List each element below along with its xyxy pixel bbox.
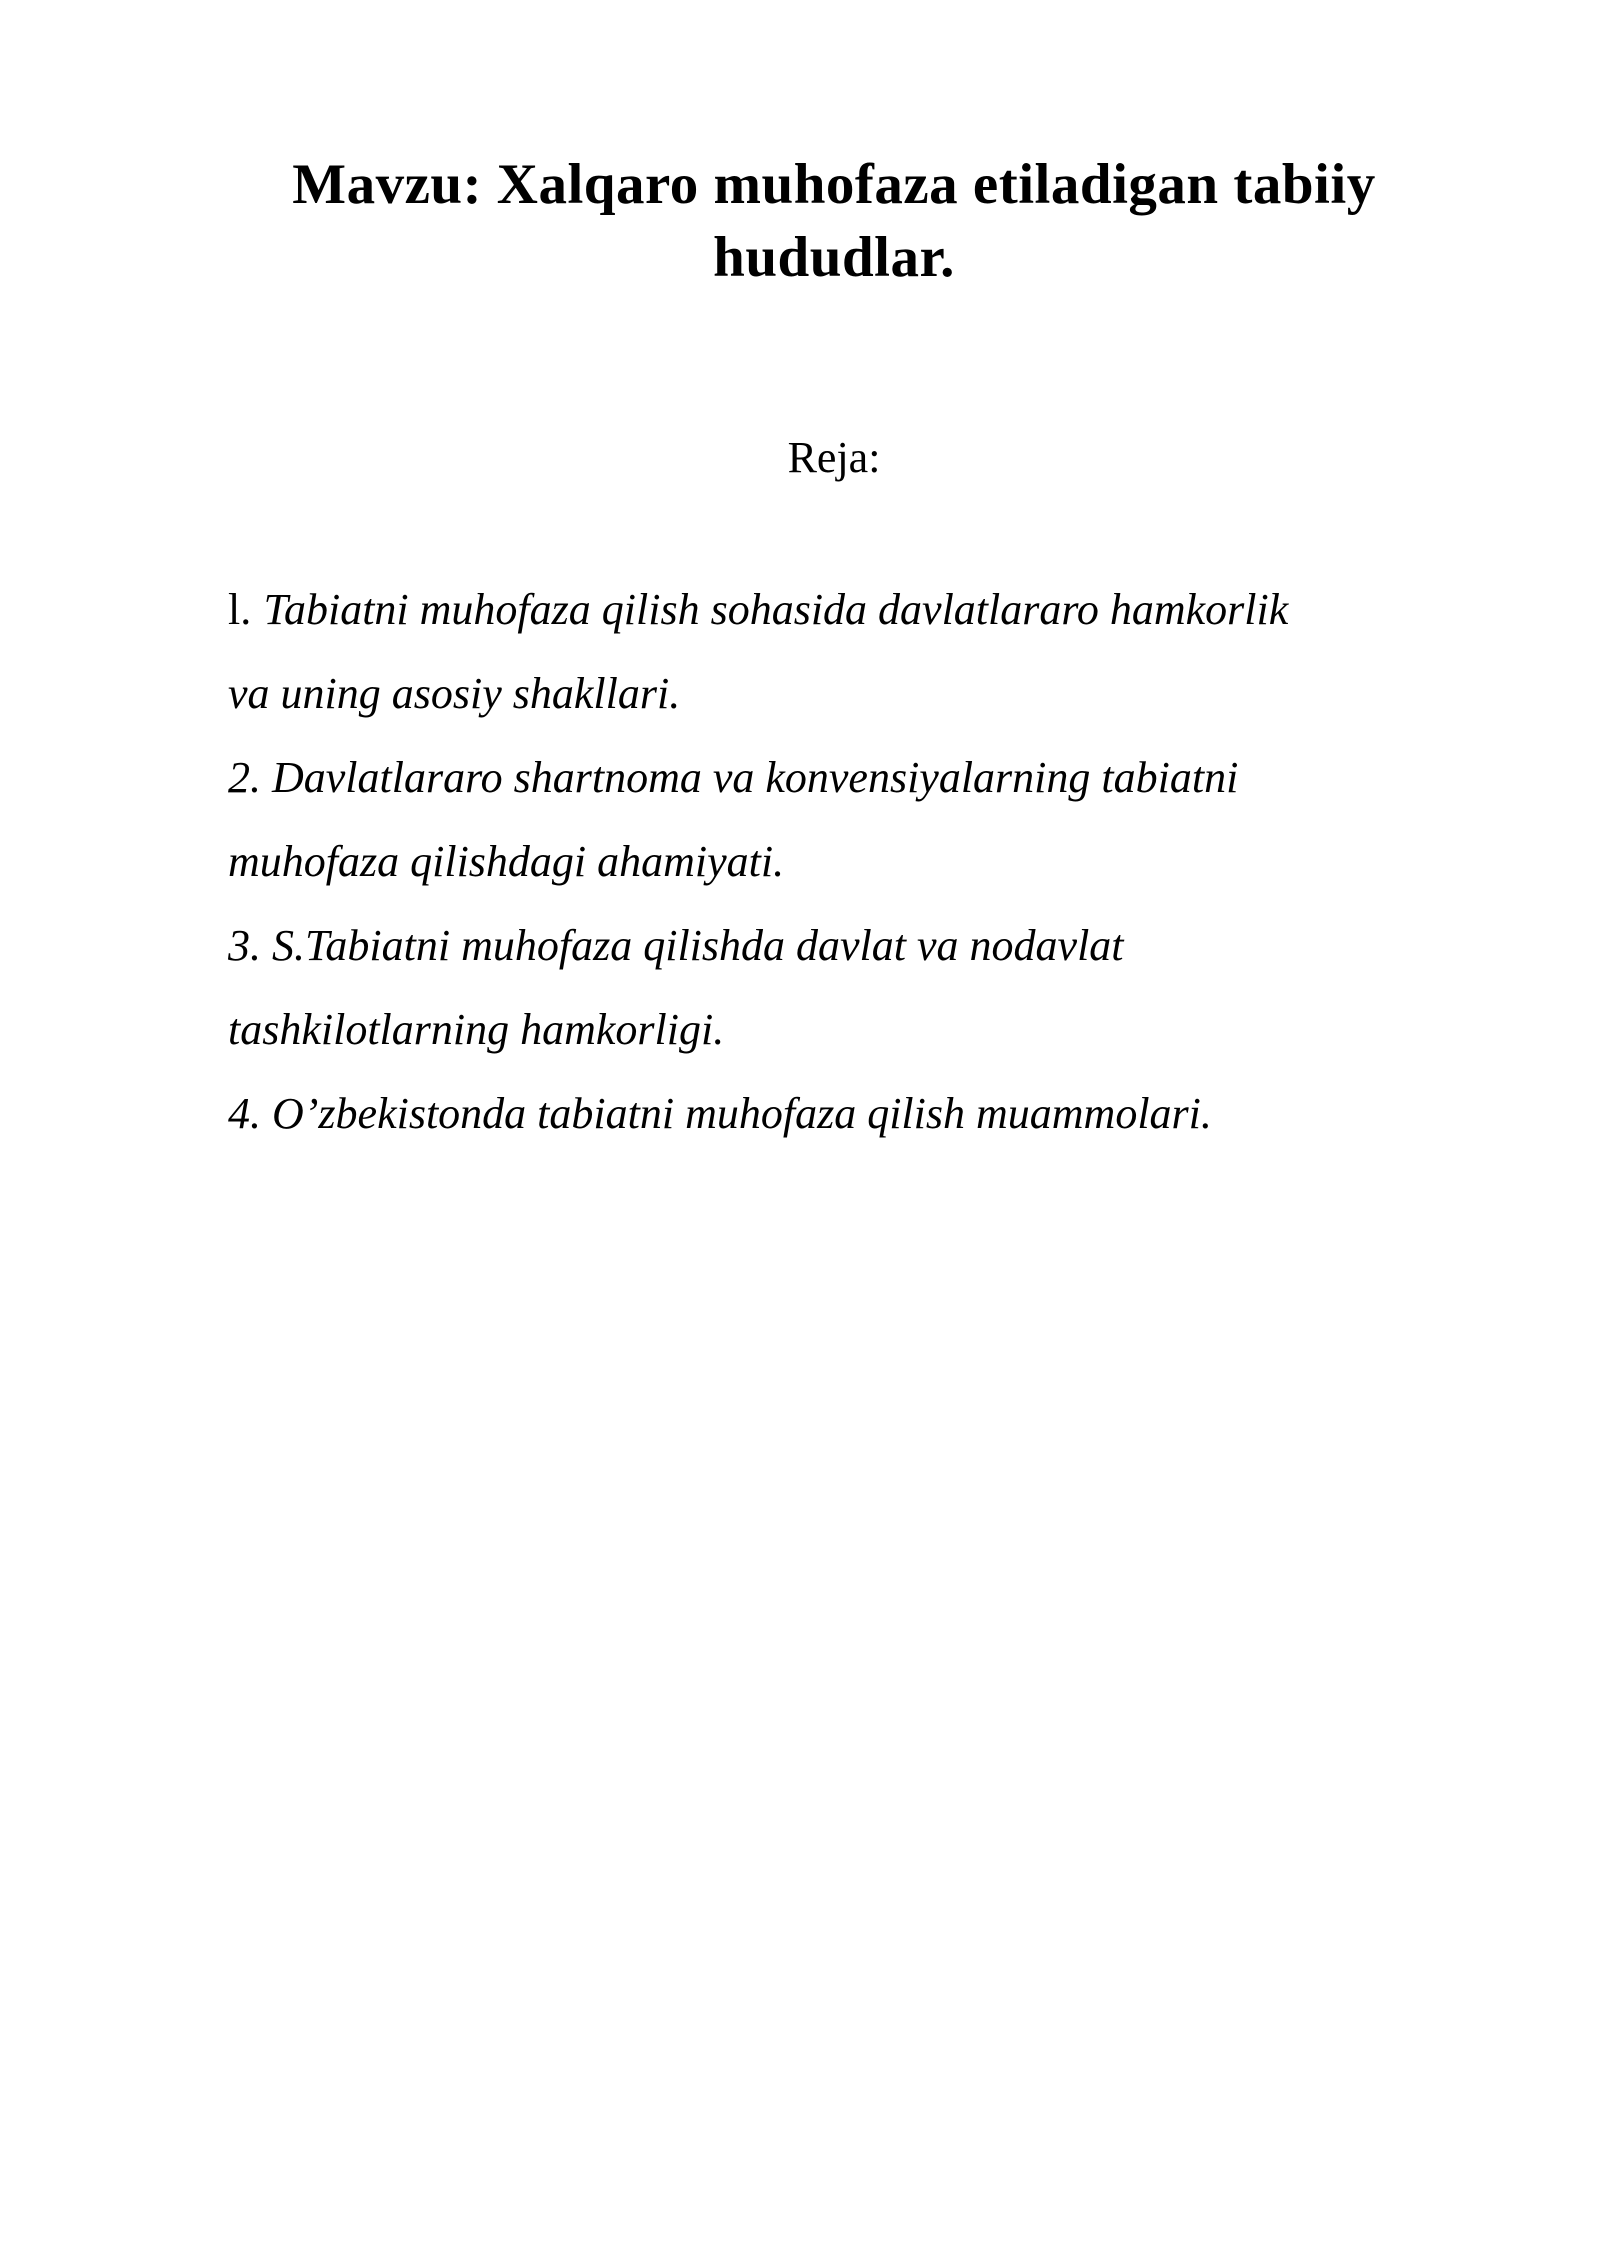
- title-line-1: Mavzu: Xalqaro muhofaza etiladigan tabiiy: [292, 153, 1376, 216]
- outline-item-1-line-2: va uning asosiy shakllari.: [228, 669, 681, 718]
- outline-item-2-line-2: muhofaza qilishdagi ahamiyati.: [228, 837, 785, 886]
- outline-item-3-line-1: 3. S.Tabiatni muhofaza qilishda davlat va nodavlat: [228, 921, 1124, 970]
- outline-item-2-line-1: 2. Davlatlararo shartnoma va konvensiyalarning tabiatni: [228, 753, 1239, 802]
- outline-item-1-text: Tabiatni muhofaza qilish sohasida davlatlararo hamkorlik: [263, 585, 1289, 634]
- title-line-2: hududlar.: [713, 226, 955, 289]
- document-content: [228, 0, 1440, 1156]
- outline-item-3-line-2: tashkilotlarning hamkorligi.: [228, 1005, 725, 1054]
- document-title: [228, 148, 1440, 294]
- outline-item-4-line-1: 4. O’zbekistonda tabiatni muhofaza qilish muammolari.: [228, 1089, 1212, 1138]
- subtitle-reja: Reja:: [787, 433, 881, 482]
- outline-list: [228, 568, 1440, 1156]
- outline-item-1-marker: l.: [228, 585, 252, 634]
- outline-item-1-line-1: [228, 568, 1440, 652]
